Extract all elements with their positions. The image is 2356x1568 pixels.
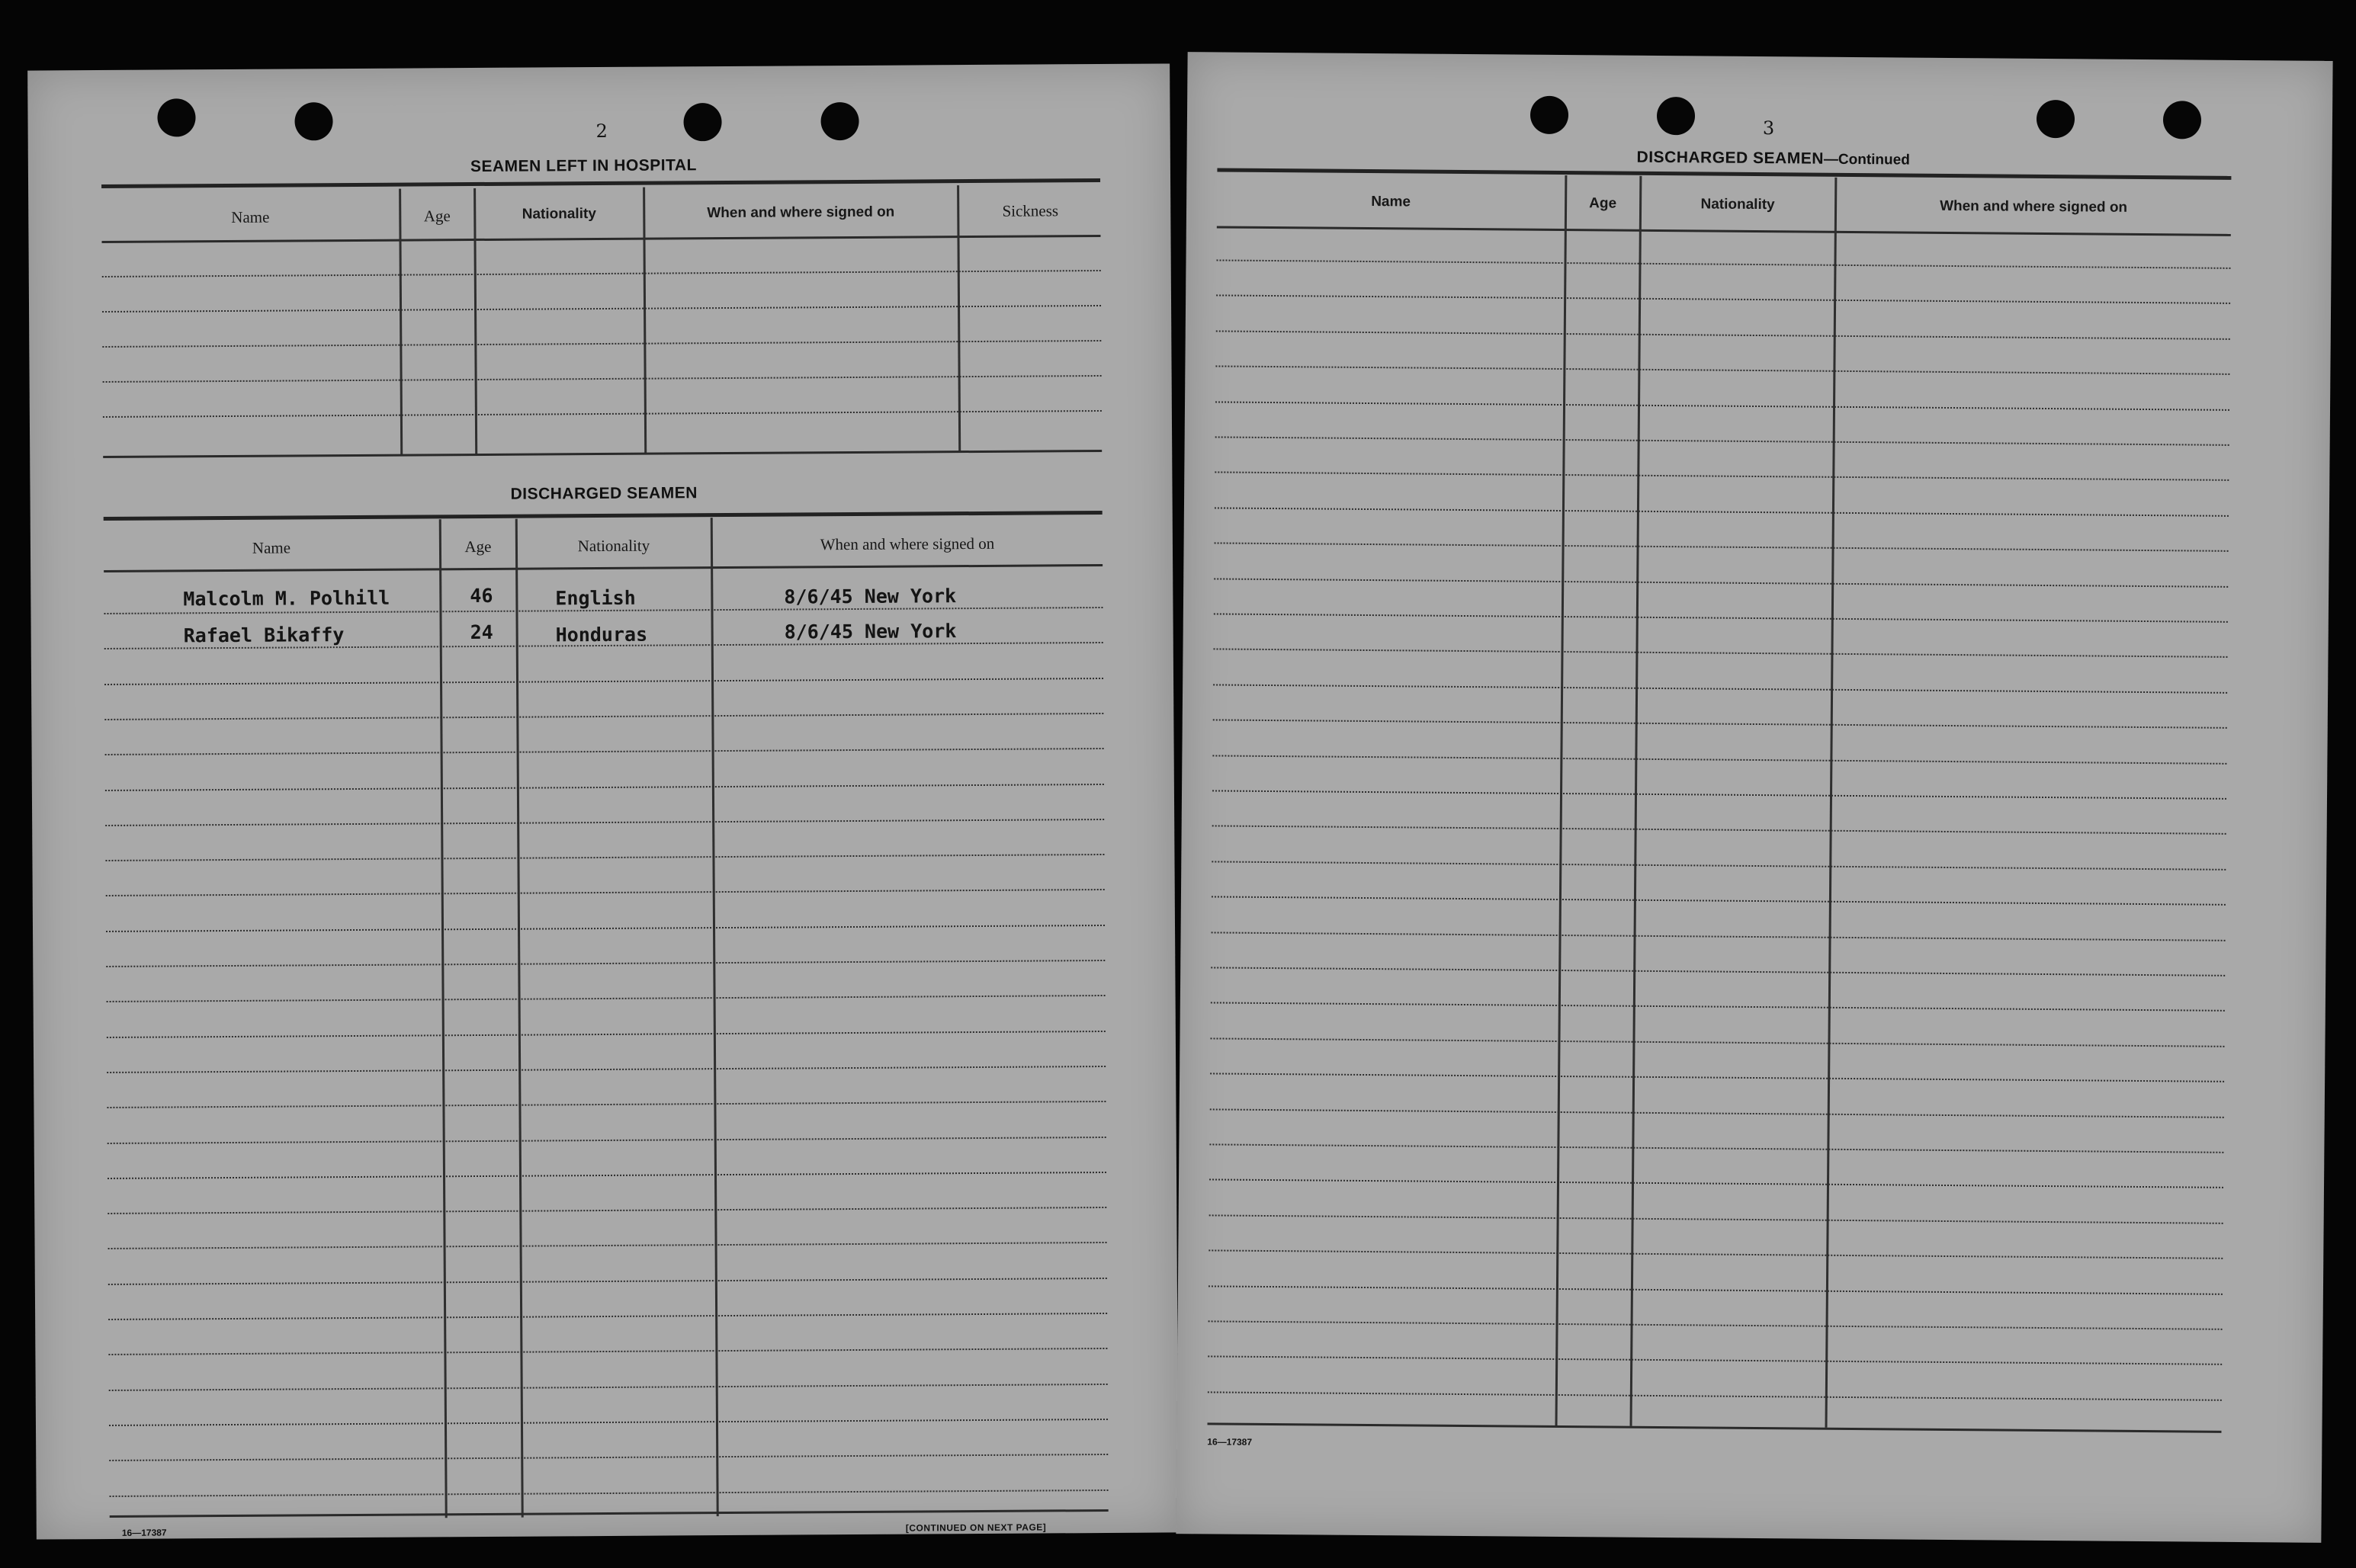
row-line (1214, 613, 2228, 622)
column-divider (515, 519, 524, 1518)
table-rule (1208, 1422, 2222, 1432)
punch-hole-icon (683, 103, 721, 141)
discharged-continued-title (1636, 149, 1909, 169)
table-rule (1217, 168, 2231, 179)
continued-note: [CONTINUED ON NEXT PAGE] (905, 1522, 1047, 1534)
seaman-nationality: English (555, 586, 636, 610)
row-line (102, 340, 1101, 348)
punch-hole-icon (1657, 97, 1695, 135)
table-rule (103, 450, 1102, 458)
row-line (1208, 1391, 2222, 1400)
row-line (1210, 1073, 2224, 1082)
left-page (27, 63, 1179, 1539)
row-line (1208, 1320, 2223, 1329)
row-line (105, 783, 1104, 790)
discharged-title-continued: —Continued (1823, 151, 1910, 168)
hospital-col-age: Age (423, 207, 451, 226)
row-line (108, 1172, 1106, 1179)
row-line (103, 375, 1102, 383)
row-line (1215, 401, 2229, 410)
discharged-col-age: Age (464, 537, 492, 556)
row-line (1215, 366, 2229, 375)
continued-col-nationality: Nationality (1700, 196, 1775, 213)
discharged-table-rows (27, 63, 1170, 70)
punch-hole-icon (820, 102, 859, 140)
discharged-section-title: DISCHARGED SEAMEN (510, 484, 698, 503)
row-line (107, 1066, 1106, 1073)
row-line (110, 1489, 1109, 1496)
column-divider (711, 518, 719, 1516)
table-rule (101, 178, 1100, 188)
column-divider (1630, 176, 1642, 1426)
seaman-signed-on: 8/6/45 New York (784, 620, 957, 643)
column-divider (1825, 178, 1838, 1428)
row-line (1208, 1250, 2223, 1259)
page-number: 3 (1762, 117, 1775, 139)
row-line (1212, 826, 2226, 835)
discharged-title-main: DISCHARGED SEAMEN (1636, 148, 1825, 168)
row-line (107, 1101, 1106, 1108)
right-page (1176, 52, 2332, 1543)
row-line (108, 1207, 1106, 1214)
row-line (1211, 1002, 2225, 1012)
discharged-col-name: Name (252, 538, 291, 557)
row-line (1209, 1214, 2223, 1223)
row-line (1211, 967, 2225, 976)
row-line (1210, 1037, 2224, 1047)
form-code: 16—17387 (1207, 1436, 1253, 1448)
row-line (105, 819, 1104, 826)
seaman-age: 24 (470, 620, 493, 644)
row-line (108, 1313, 1107, 1320)
row-line (1217, 259, 2231, 268)
row-line (106, 925, 1105, 932)
row-line (105, 854, 1104, 861)
row-line (1209, 1179, 2223, 1188)
column-divider (1555, 175, 1568, 1425)
seaman-signed-on: 8/6/45 New York (784, 585, 957, 608)
table-rule (101, 235, 1100, 243)
row-line (105, 748, 1104, 755)
row-line (102, 305, 1101, 313)
row-line (1212, 755, 2226, 764)
row-line (109, 1419, 1108, 1426)
row-line (1210, 1108, 2224, 1117)
row-line (104, 713, 1103, 720)
punch-hole-icon (2163, 101, 2201, 139)
continued-table-rows (1188, 52, 2333, 61)
row-line (1212, 861, 2226, 870)
continued-col-signed-on: When and where signed on (1940, 197, 2128, 216)
row-line (108, 1136, 1106, 1143)
discharged-col-nationality: Nationality (577, 536, 650, 556)
row-line (1212, 932, 2226, 941)
table-rule (104, 564, 1103, 572)
row-line (102, 270, 1101, 277)
table-rule (1217, 226, 2231, 236)
continued-col-name: Name (1371, 194, 1411, 210)
table-rule (110, 1509, 1109, 1518)
form-code: 16—17387 (121, 1527, 167, 1538)
column-divider (439, 519, 448, 1518)
row-line (1215, 436, 2229, 445)
seaman-nationality: Honduras (555, 623, 648, 646)
hospital-col-name: Name (231, 207, 270, 226)
row-line (1215, 543, 2229, 552)
page-number: 2 (595, 120, 608, 143)
hospital-col-sickness: Sickness (1002, 201, 1059, 220)
hospital-col-signed-on: When and where signed on (707, 204, 895, 222)
row-line (1208, 1285, 2223, 1294)
row-line (108, 1242, 1107, 1249)
row-line (1216, 330, 2230, 339)
seaman-name: Rafael Bikaffy (183, 624, 345, 647)
punch-hole-icon (157, 98, 195, 136)
row-line (104, 678, 1103, 685)
row-line (1213, 649, 2227, 658)
row-line (103, 410, 1102, 418)
punch-hole-icon (2037, 100, 2075, 138)
punch-hole-icon (1530, 96, 1568, 134)
row-line (1215, 472, 2229, 481)
row-line (1216, 295, 2230, 304)
row-line (106, 889, 1105, 896)
row-line (1212, 790, 2226, 799)
hospital-section-title: SEAMEN LEFT IN HOSPITAL (470, 156, 697, 176)
seaman-age: 46 (470, 584, 493, 608)
row-line (109, 1384, 1108, 1391)
row-line (1213, 684, 2227, 693)
row-line (1214, 578, 2228, 587)
table-rule (104, 511, 1103, 521)
row-line (1215, 507, 2229, 516)
row-line (108, 1278, 1107, 1285)
row-line (108, 1348, 1107, 1355)
row-line (107, 995, 1106, 1002)
row-line (1208, 1356, 2222, 1365)
seaman-name: Malcolm M. Polhill (183, 586, 390, 611)
row-line (1209, 1143, 2223, 1153)
row-line (106, 960, 1105, 967)
continued-col-age: Age (1589, 195, 1617, 212)
punch-hole-icon (294, 102, 332, 140)
row-line (107, 1031, 1106, 1038)
row-line (1213, 720, 2227, 729)
hospital-col-nationality: Nationality (522, 206, 596, 223)
discharged-col-signed-on: When and where signed on (820, 534, 995, 554)
row-line (109, 1454, 1108, 1461)
row-line (1212, 896, 2226, 906)
